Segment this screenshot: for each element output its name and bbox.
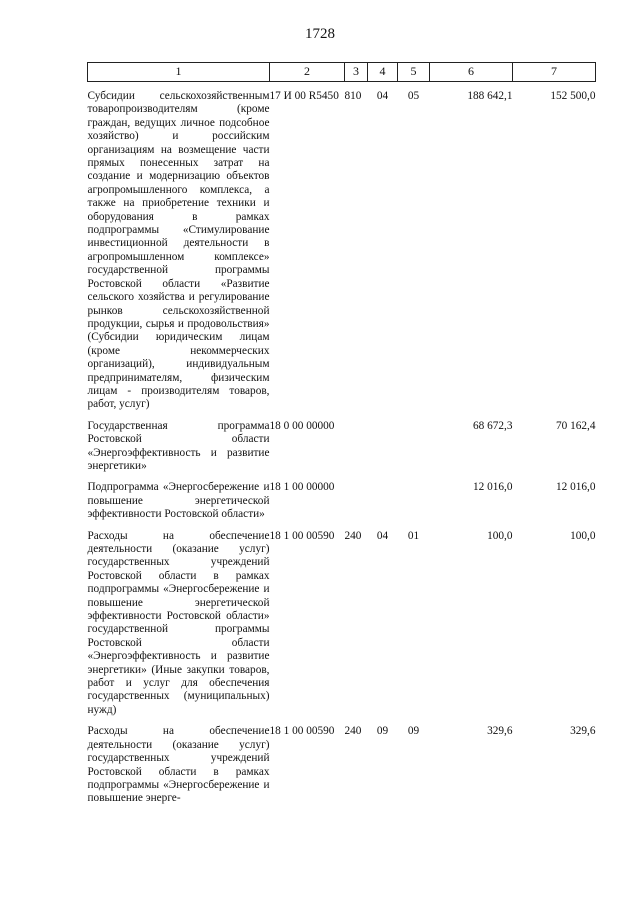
table-row — [88, 90, 596, 412]
column-number-row — [88, 63, 596, 82]
row-section: 04 — [376, 90, 389, 102]
row-section: 09 — [376, 725, 389, 738]
row-subsection — [398, 481, 430, 521]
row-target-code: 18 1 00 00000 — [269, 481, 335, 494]
row-subsection — [398, 420, 430, 474]
row-expense-type — [345, 420, 368, 474]
row-amount-col6: 100,0 — [487, 529, 513, 542]
row-target-code: 17 И 00 R5450 — [269, 90, 339, 102]
table-row — [88, 530, 596, 718]
row-amount-col7: 70 162,4 — [555, 419, 596, 432]
budget-table — [87, 62, 596, 806]
row-amount-col6: 12 016,0 — [472, 481, 513, 494]
column-header-2: 2 — [270, 63, 345, 82]
row-description: Расходы на обеспечение деятельности (оказание услуг) государственных учреждений Ростовской области в рамках подпрограммы «Энергосбережение и повышение энергетической эффективности Ростовской области» государственной программы Ростовской области «Энергоэффективность и развитие энергетики» (Иные закупки товаров, работ и услуг для обеспечения государственных (муниципальных) нужд) — [87, 529, 270, 716]
row-expense-type — [345, 481, 368, 521]
row-amount-col7: 329,6 — [570, 725, 596, 738]
row-amount-col7: 152 500,0 — [550, 90, 596, 102]
table-row — [88, 420, 596, 474]
row-subsection: 09 — [407, 725, 420, 738]
column-header-4: 4 — [368, 63, 398, 82]
row-subsection: 05 — [407, 90, 420, 102]
page-number: 1728 — [305, 26, 335, 42]
table-row — [88, 725, 596, 805]
row-description: Государственная программа Ростовской области «Энергоэффективность и развитие энергетики» — [87, 419, 270, 472]
row-amount-col7: 100,0 — [570, 529, 596, 542]
column-header-5: 5 — [398, 63, 430, 82]
row-expense-type: 240 — [344, 529, 362, 542]
column-header-6: 6 — [430, 63, 513, 82]
row-subsection: 01 — [407, 529, 420, 542]
row-target-code: 18 1 00 00590 — [269, 725, 335, 738]
row-description: Расходы на обеспечение деятельности (оказание услуг) государственных учреждений Ростовской области в рамках подпрограммы «Энергосбережение и повышение энерге- — [87, 725, 270, 805]
row-section — [368, 481, 398, 521]
row-amount-col6: 188 642,1 — [467, 90, 513, 102]
row-target-code: 18 1 00 00590 — [269, 529, 335, 542]
row-amount-col7: 12 016,0 — [555, 481, 596, 494]
column-header-3: 3 — [345, 63, 368, 82]
row-section: 04 — [376, 529, 389, 542]
column-header-1: 1 — [88, 63, 270, 82]
row-amount-col6: 68 672,3 — [472, 419, 513, 432]
row-target-code: 18 0 00 00000 — [269, 419, 335, 432]
row-section — [368, 420, 398, 474]
row-expense-type: 240 — [344, 725, 362, 738]
row-expense-type: 810 — [344, 90, 362, 102]
table-row — [88, 481, 596, 521]
row-description: Подпрограмма «Энергосбережение и повышение энергетической эффективности Ростовской области» — [87, 481, 270, 521]
row-amount-col6: 329,6 — [487, 725, 513, 738]
column-header-7: 7 — [513, 63, 596, 82]
row-description: Субсидии сельскохозяйственным товаропроизводителям (кроме граждан, ведущих личное подсобное хозяйство) и российским организациям на возмещение части прямых понесенных затрат на создание и модернизацию объектов агропромышленного комплекса, а также на приобретение техники и оборудования в рамках подпрограммы «Стимулирование инвестиционной деятельности в агропромышленном комплексе» государственной программы Ростовской области «Развитие сельского хозяйства и регулирование рынков сельскохозяйственной продукции, сырья и продовольствия» (Субсидии юридическим лицам (кроме некоммерческих организаций), индивидуальным предпринимателям, физическим лицам - производителям товаров, работ, услуг) — [87, 90, 270, 411]
